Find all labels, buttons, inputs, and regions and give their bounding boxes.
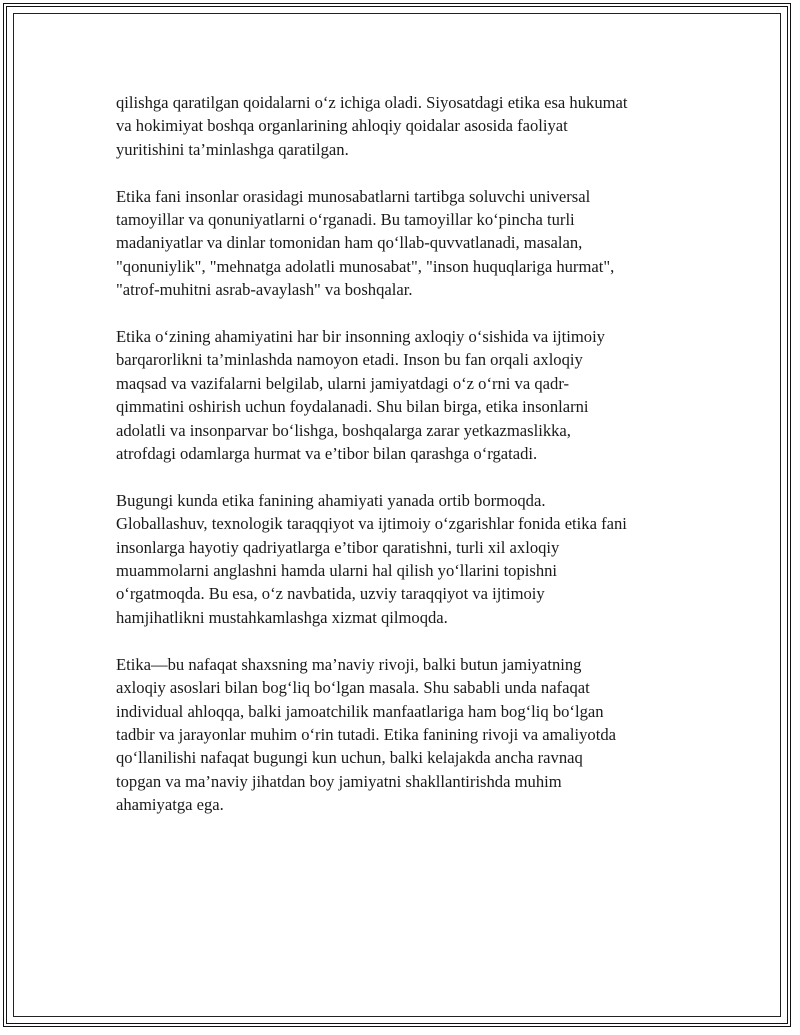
text-line: o‘rgatmoqda. Bu esa, o‘z navbatida, uzviy taraqqiyot va ijtimoiy [116,584,545,604]
text-line: muammolarni anglashni hamda ularni hal qilish yo‘llarini topishni [116,561,558,581]
text-line: "atrof-muhitni asrab-avaylash" va boshqalar. [116,280,413,300]
paragraph-4 [116,489,696,629]
text-line: maqsad va vazifalarni belgilab, ularni jamiyatdagi o‘z o‘rni va qadr- [116,373,570,393]
text-line: "qonuniylik", "mehnatga adolatli munosabat", "inson huquqlariga hurmat", [116,256,615,276]
text-line: va hokimiyat boshqa organlarining ahloqiy qoidalar asosida faoliyat [116,116,568,136]
text-line: qo‘llanilishi nafaqat bugungi kun uchun, balki kelajakda ancha ravnaq [116,748,583,768]
paragraph-2 [116,185,696,302]
text-line: madaniyatlar va dinlar tomonidan ham qo‘llab-quvvatlanadi, masalan, [116,233,583,253]
paragraph-5 [116,653,696,817]
text-line: Etika o‘zining ahamiyatini har bir insonning axloqiy o‘sishida va ijtimoiy [116,327,605,347]
text-line: individual ahloqqa, balki jamoatchilik manfaatlariga ham bog‘liq bo‘lgan [116,701,604,721]
text-line: barqarorlikni ta’minlashda namoyon etadi. Inson bu fan orqali axloqiy [116,350,583,370]
text-line: yuritishini ta’minlashga qaratilgan. [116,139,349,159]
text-line: hamjihatlikni mustahkamlashga xizmat qilmoqda. [116,607,448,627]
text-line: ahamiyatga ega. [116,795,224,815]
text-line: qilishga qaratilgan qoidalarni o‘z ichiga oladi. Siyosatdagi etika esa hukumat [116,93,628,112]
text-line: Globallashuv, texnologik taraqqiyot va ijtimoiy o‘zgarishlar fonida etika fani [116,514,627,534]
text-line: Etika fani insonlar orasidagi munosabatlarni tartibga soluvchi universal [116,186,591,206]
text-line: tamoyillar va qonuniyatlarni o‘rganadi. Bu tamoyillar ko‘pincha turli [116,210,575,230]
text-line: qimmatini oshirish uchun foydalanadi. Shu bilan birga, etika insonlarni [116,397,589,417]
paragraph-1 [116,91,696,161]
document-body [116,91,696,840]
text-line: tadbir va jarayonlar muhim o‘rin tutadi. Etika fanining rivoji va amaliyotda [116,724,616,744]
text-line: axloqiy asoslari bilan bog‘liq bo‘lgan masala. Shu sababli unda nafaqat [116,678,590,698]
text-line: Bugungi kunda etika fanining ahamiyati yanada ortib bormoqda. [116,490,546,510]
paragraph-3 [116,325,696,465]
text-line: atrofdagi odamlarga hurmat va e’tibor bilan qarashga o‘rgatadi. [116,444,538,464]
text-line: Etika—bu nafaqat shaxsning ma’naviy rivoji, balki butun jamiyatning [116,654,582,674]
text-line: topgan va ma’naviy jihatdan boy jamiyatni shakllantirishda muhim [116,771,562,791]
text-line: insonlarga hayotiy qadriyatlarga e’tibor qaratishni, turli xil axloqiy [116,537,560,557]
text-line: adolatli va insonparvar bo‘lishga, boshqalarga zarar yetkazmaslikka, [116,420,571,440]
